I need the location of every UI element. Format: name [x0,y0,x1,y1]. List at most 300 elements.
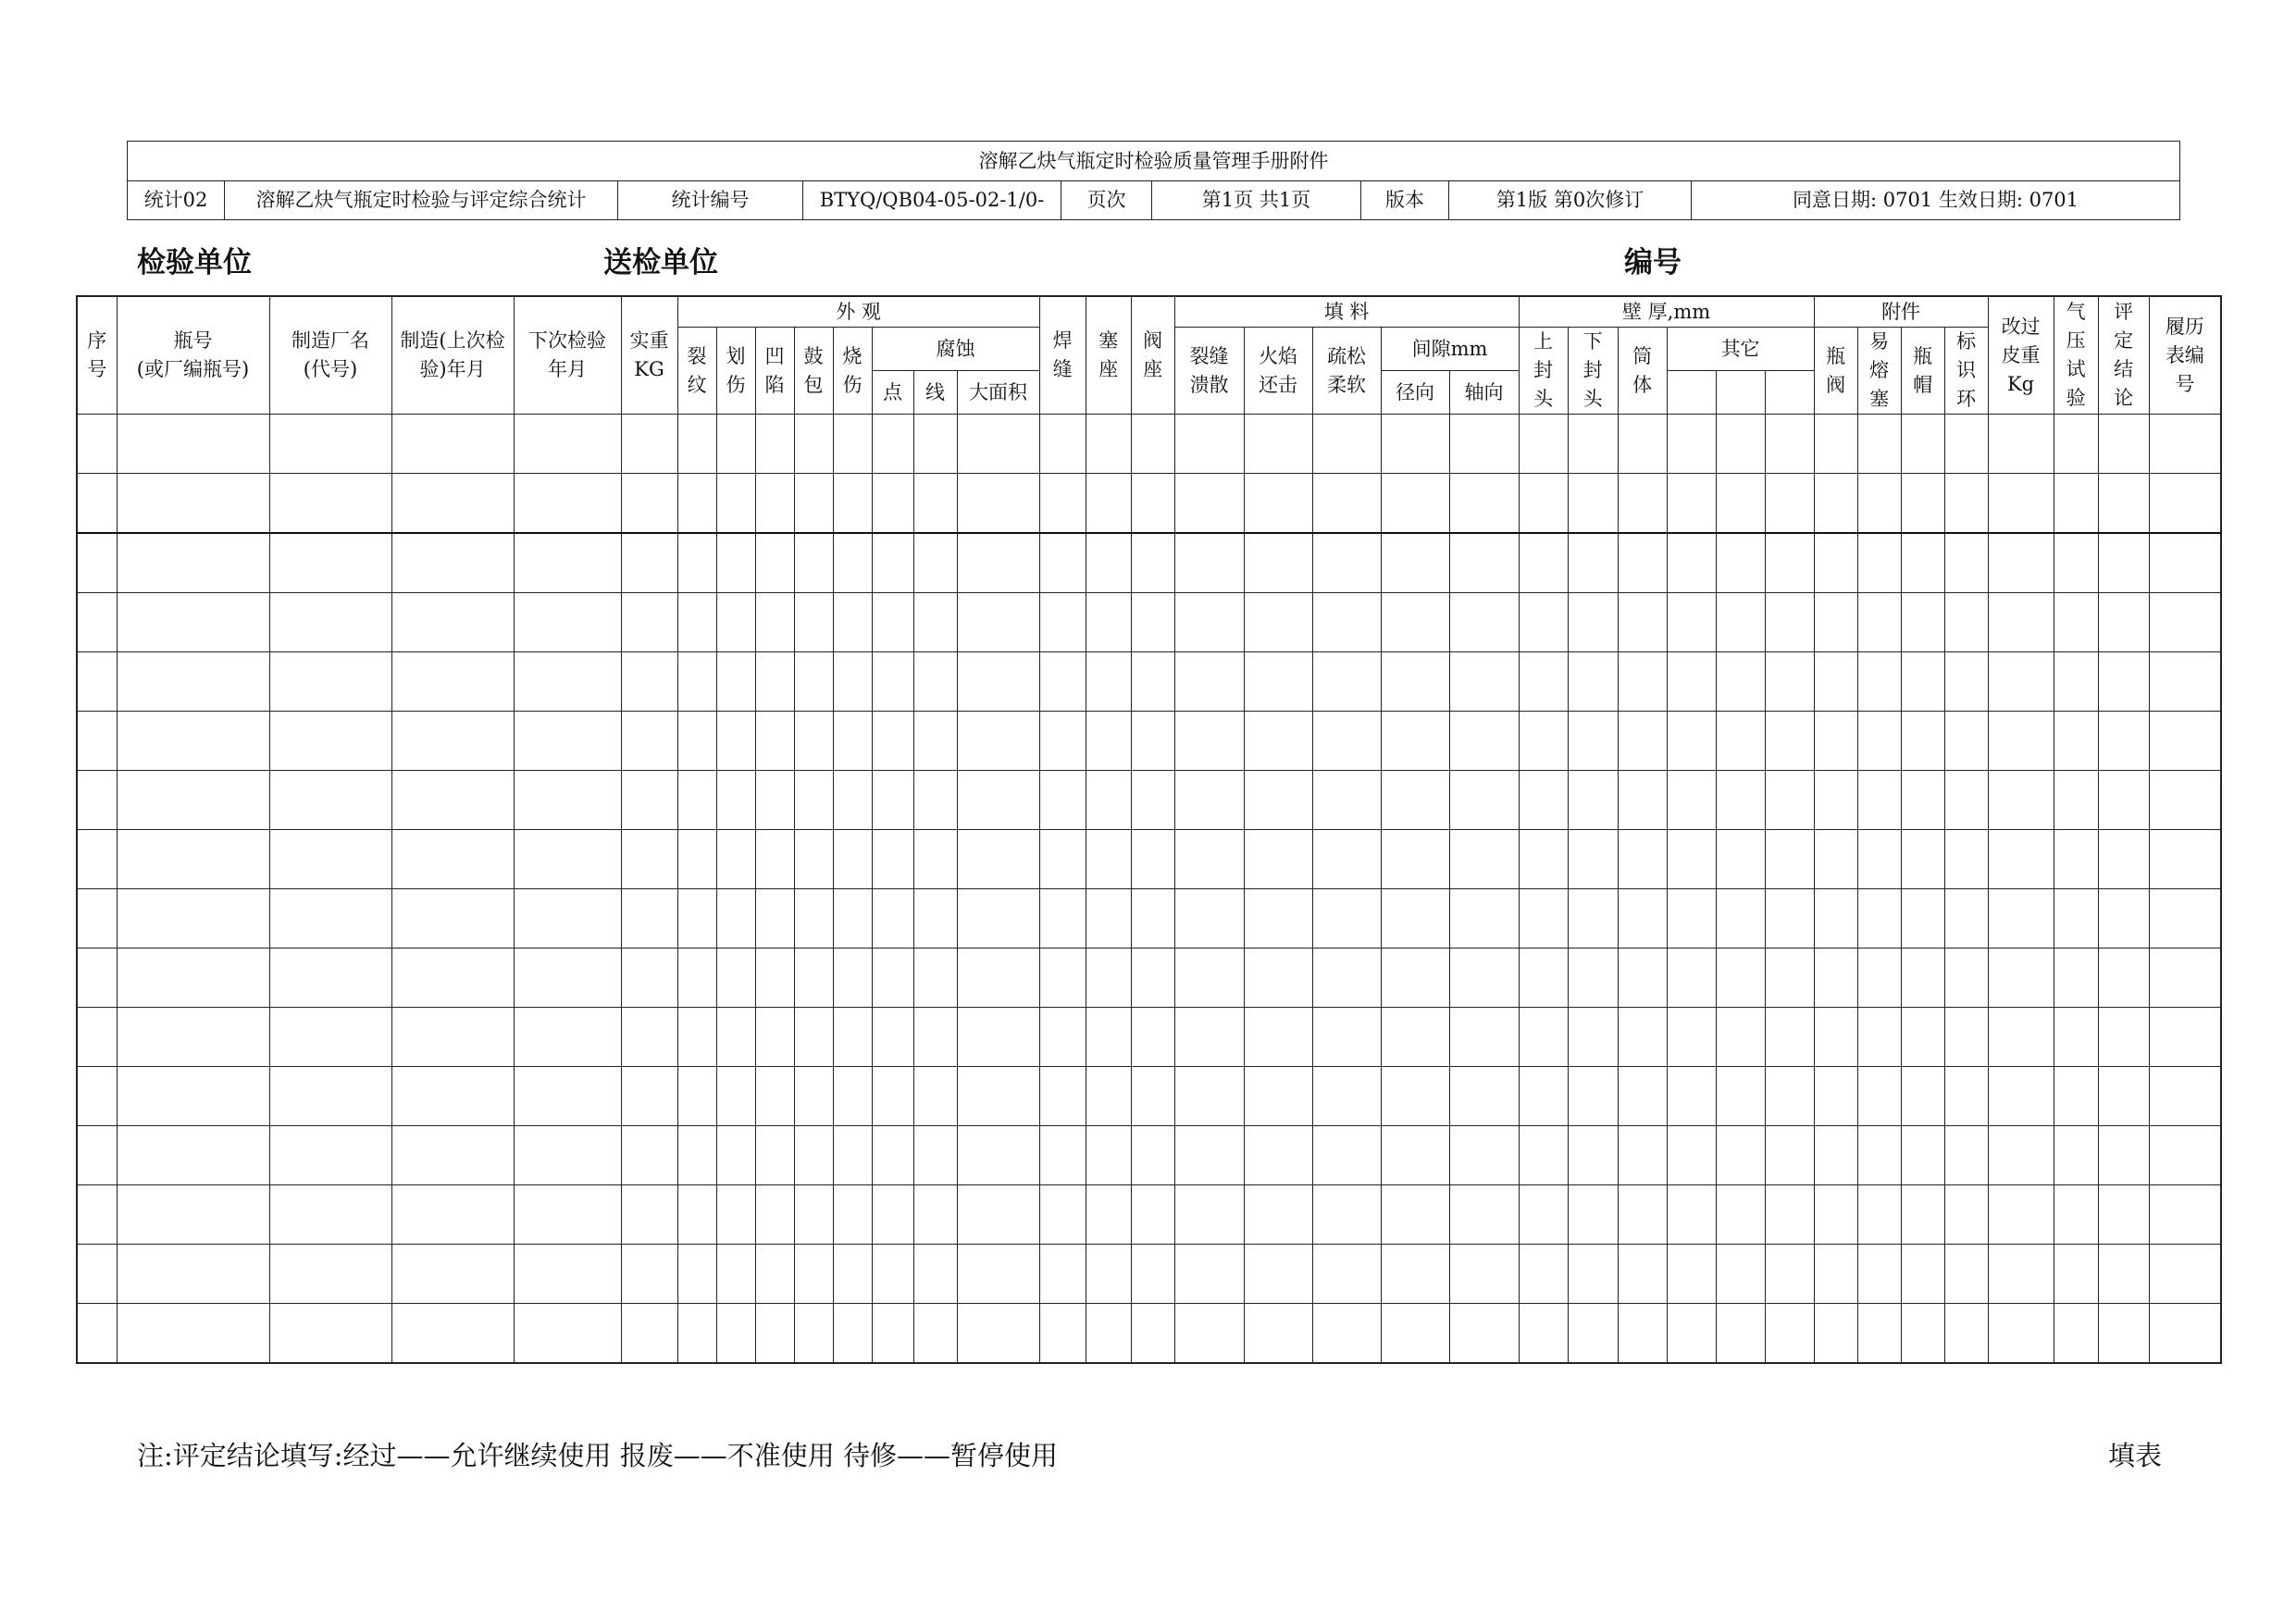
table-cell[interactable] [957,533,1039,593]
table-cell[interactable] [1618,889,1667,948]
table-cell[interactable] [1814,830,1857,889]
table-cell[interactable] [1381,1008,1449,1067]
table-cell[interactable] [1381,1067,1449,1126]
table-cell[interactable] [117,889,269,948]
table-cell[interactable] [1244,948,1312,1008]
table-cell[interactable] [913,415,957,474]
table-cell[interactable] [269,948,391,1008]
table-cell[interactable] [1381,415,1449,474]
table-cell[interactable] [77,712,117,771]
table-cell[interactable] [1901,830,1944,889]
table-cell[interactable] [1244,533,1312,593]
table-cell[interactable] [621,1185,677,1245]
table-cell[interactable] [1244,771,1312,830]
table-cell[interactable] [794,1008,833,1067]
table-cell[interactable] [833,1304,872,1364]
table-cell[interactable] [1716,474,1765,534]
table-cell[interactable] [1039,474,1086,534]
table-cell[interactable] [1988,889,2054,948]
table-cell[interactable] [1568,1304,1618,1364]
table-cell[interactable] [621,533,677,593]
table-cell[interactable] [1667,771,1716,830]
table-cell[interactable] [1765,1126,1814,1185]
table-cell[interactable] [1312,1304,1381,1364]
table-cell[interactable] [514,889,621,948]
table-cell[interactable] [913,593,957,652]
table-cell[interactable] [1814,652,1857,712]
table-cell[interactable] [1086,652,1131,712]
table-cell[interactable] [1857,1245,1901,1304]
table-cell[interactable] [1086,712,1131,771]
table-cell[interactable] [1568,771,1618,830]
table-cell[interactable] [391,1067,514,1126]
table-cell[interactable] [1519,415,1568,474]
table-cell[interactable] [1814,474,1857,534]
table-cell[interactable] [514,593,621,652]
table-cell[interactable] [1814,533,1857,593]
table-cell[interactable] [1312,474,1381,534]
table-cell[interactable] [794,948,833,1008]
table-cell[interactable] [514,1304,621,1364]
table-cell[interactable] [1716,593,1765,652]
table-cell[interactable] [514,1067,621,1126]
table-cell[interactable] [1667,889,1716,948]
table-cell[interactable] [1667,1185,1716,1245]
table-cell[interactable] [1131,1304,1174,1364]
table-cell[interactable] [1814,948,1857,1008]
table-cell[interactable] [1174,1185,1244,1245]
table-cell[interactable] [1519,474,1568,534]
table-cell[interactable] [2054,1067,2098,1126]
table-cell[interactable] [621,712,677,771]
table-cell[interactable] [2149,889,2221,948]
table-cell[interactable] [1381,889,1449,948]
table-cell[interactable] [1449,1185,1519,1245]
table-cell[interactable] [1944,1008,1988,1067]
table-cell[interactable] [1086,1185,1131,1245]
table-cell[interactable] [1765,1067,1814,1126]
table-cell[interactable] [2054,948,2098,1008]
table-cell[interactable] [391,712,514,771]
table-cell[interactable] [1131,474,1174,534]
table-cell[interactable] [1944,1126,1988,1185]
table-cell[interactable] [2149,533,2221,593]
table-cell[interactable] [2098,889,2149,948]
table-cell[interactable] [1519,712,1568,771]
table-cell[interactable] [1039,652,1086,712]
table-cell[interactable] [677,1304,716,1364]
table-cell[interactable] [1519,1304,1568,1364]
table-cell[interactable] [957,889,1039,948]
table-cell[interactable] [957,593,1039,652]
table-cell[interactable] [716,1304,755,1364]
table-cell[interactable] [716,415,755,474]
table-cell[interactable] [1857,771,1901,830]
table-cell[interactable] [269,1008,391,1067]
table-cell[interactable] [1244,1304,1312,1364]
table-cell[interactable] [1857,1126,1901,1185]
table-cell[interactable] [716,1185,755,1245]
table-cell[interactable] [621,1245,677,1304]
table-cell[interactable] [957,1245,1039,1304]
table-cell[interactable] [1039,1245,1086,1304]
table-cell[interactable] [1765,1185,1814,1245]
table-cell[interactable] [1381,1126,1449,1185]
table-cell[interactable] [716,1245,755,1304]
table-cell[interactable] [1901,593,1944,652]
table-cell[interactable] [957,415,1039,474]
table-cell[interactable] [913,889,957,948]
table-cell[interactable] [1765,712,1814,771]
table-cell[interactable] [1086,771,1131,830]
table-cell[interactable] [2054,1008,2098,1067]
table-cell[interactable] [2054,593,2098,652]
table-cell[interactable] [1568,1067,1618,1126]
table-cell[interactable] [1039,771,1086,830]
table-cell[interactable] [1814,593,1857,652]
table-cell[interactable] [1667,1067,1716,1126]
table-cell[interactable] [1944,593,1988,652]
table-cell[interactable] [117,415,269,474]
table-cell[interactable] [1086,415,1131,474]
table-cell[interactable] [1857,1185,1901,1245]
table-cell[interactable] [1519,889,1568,948]
table-cell[interactable] [794,593,833,652]
table-cell[interactable] [1716,652,1765,712]
table-cell[interactable] [77,889,117,948]
table-cell[interactable] [1765,415,1814,474]
table-cell[interactable] [1944,533,1988,593]
table-cell[interactable] [1039,1126,1086,1185]
table-cell[interactable] [117,771,269,830]
table-cell[interactable] [677,948,716,1008]
table-cell[interactable] [677,1008,716,1067]
table-cell[interactable] [1568,712,1618,771]
table-cell[interactable] [755,1126,794,1185]
table-cell[interactable] [2098,474,2149,534]
table-cell[interactable] [1765,1304,1814,1364]
table-cell[interactable] [1086,948,1131,1008]
table-cell[interactable] [1667,652,1716,712]
table-cell[interactable] [1449,593,1519,652]
table-cell[interactable] [621,593,677,652]
table-cell[interactable] [1449,533,1519,593]
table-cell[interactable] [391,948,514,1008]
table-cell[interactable] [794,1185,833,1245]
table-cell[interactable] [1449,889,1519,948]
table-cell[interactable] [514,948,621,1008]
table-cell[interactable] [1449,1008,1519,1067]
table-cell[interactable] [1814,1185,1857,1245]
table-cell[interactable] [833,1008,872,1067]
table-cell[interactable] [1667,1304,1716,1364]
table-cell[interactable] [872,474,913,534]
table-cell[interactable] [1716,415,1765,474]
table-cell[interactable] [794,830,833,889]
table-cell[interactable] [1857,593,1901,652]
table-cell[interactable] [391,1008,514,1067]
table-cell[interactable] [1244,474,1312,534]
table-cell[interactable] [1039,1304,1086,1364]
table-cell[interactable] [514,1008,621,1067]
table-cell[interactable] [677,533,716,593]
table-cell[interactable] [1618,474,1667,534]
table-cell[interactable] [1944,415,1988,474]
table-cell[interactable] [1568,948,1618,1008]
table-cell[interactable] [716,830,755,889]
table-cell[interactable] [677,1245,716,1304]
table-cell[interactable] [2054,474,2098,534]
table-cell[interactable] [716,652,755,712]
table-cell[interactable] [621,948,677,1008]
table-cell[interactable] [1449,652,1519,712]
table-cell[interactable] [1131,771,1174,830]
table-cell[interactable] [1901,1067,1944,1126]
table-cell[interactable] [833,415,872,474]
table-cell[interactable] [794,771,833,830]
table-cell[interactable] [1765,1008,1814,1067]
table-cell[interactable] [1667,533,1716,593]
table-cell[interactable] [1174,652,1244,712]
table-cell[interactable] [1519,1067,1568,1126]
table-cell[interactable] [2054,771,2098,830]
table-cell[interactable] [677,1126,716,1185]
table-cell[interactable] [1857,533,1901,593]
table-cell[interactable] [1312,1008,1381,1067]
table-cell[interactable] [1814,415,1857,474]
table-cell[interactable] [2098,593,2149,652]
table-cell[interactable] [872,652,913,712]
table-cell[interactable] [1449,712,1519,771]
table-cell[interactable] [872,415,913,474]
table-cell[interactable] [1944,830,1988,889]
table-cell[interactable] [1568,1008,1618,1067]
table-cell[interactable] [1174,830,1244,889]
table-cell[interactable] [77,1067,117,1126]
table-cell[interactable] [391,1185,514,1245]
table-cell[interactable] [755,533,794,593]
table-cell[interactable] [77,1185,117,1245]
table-cell[interactable] [1131,830,1174,889]
table-cell[interactable] [77,474,117,534]
table-cell[interactable] [1667,415,1716,474]
table-cell[interactable] [833,1185,872,1245]
table-cell[interactable] [1765,474,1814,534]
table-cell[interactable] [755,1185,794,1245]
table-cell[interactable] [1449,771,1519,830]
table-cell[interactable] [269,533,391,593]
table-cell[interactable] [1814,771,1857,830]
table-cell[interactable] [1814,1245,1857,1304]
table-cell[interactable] [1814,889,1857,948]
table-cell[interactable] [1086,1304,1131,1364]
table-cell[interactable] [1086,1126,1131,1185]
table-cell[interactable] [677,1067,716,1126]
table-cell[interactable] [1131,948,1174,1008]
table-cell[interactable] [2098,533,2149,593]
table-cell[interactable] [1988,474,2054,534]
table-cell[interactable] [833,830,872,889]
table-cell[interactable] [755,712,794,771]
table-cell[interactable] [2054,1126,2098,1185]
table-cell[interactable] [794,1067,833,1126]
table-cell[interactable] [117,830,269,889]
table-cell[interactable] [716,474,755,534]
table-cell[interactable] [1765,652,1814,712]
table-cell[interactable] [1312,830,1381,889]
table-cell[interactable] [514,1185,621,1245]
table-cell[interactable] [1174,889,1244,948]
table-cell[interactable] [269,1126,391,1185]
table-cell[interactable] [1716,830,1765,889]
table-cell[interactable] [1131,889,1174,948]
table-cell[interactable] [1765,830,1814,889]
table-cell[interactable] [1131,1008,1174,1067]
table-cell[interactable] [1716,771,1765,830]
table-cell[interactable] [677,771,716,830]
table-cell[interactable] [391,771,514,830]
table-cell[interactable] [1857,889,1901,948]
table-cell[interactable] [117,948,269,1008]
table-cell[interactable] [755,652,794,712]
table-cell[interactable] [872,830,913,889]
table-cell[interactable] [1086,889,1131,948]
table-cell[interactable] [957,1067,1039,1126]
table-cell[interactable] [913,1008,957,1067]
table-cell[interactable] [1944,1304,1988,1364]
table-cell[interactable] [1039,1067,1086,1126]
table-cell[interactable] [1174,771,1244,830]
table-cell[interactable] [957,652,1039,712]
table-cell[interactable] [872,889,913,948]
table-cell[interactable] [677,830,716,889]
table-cell[interactable] [1312,712,1381,771]
table-cell[interactable] [1667,474,1716,534]
table-cell[interactable] [957,771,1039,830]
table-cell[interactable] [1814,1008,1857,1067]
table-cell[interactable] [2098,771,2149,830]
table-cell[interactable] [1765,593,1814,652]
table-cell[interactable] [391,415,514,474]
table-cell[interactable] [1086,474,1131,534]
table-cell[interactable] [1716,1067,1765,1126]
table-cell[interactable] [1901,474,1944,534]
table-cell[interactable] [755,948,794,1008]
table-cell[interactable] [794,1245,833,1304]
table-cell[interactable] [1618,1185,1667,1245]
table-cell[interactable] [957,830,1039,889]
table-cell[interactable] [913,652,957,712]
table-cell[interactable] [1901,415,1944,474]
table-cell[interactable] [1901,1245,1944,1304]
table-cell[interactable] [2098,1245,2149,1304]
table-cell[interactable] [269,1245,391,1304]
table-cell[interactable] [957,1185,1039,1245]
table-cell[interactable] [1944,474,1988,534]
table-cell[interactable] [1381,474,1449,534]
table-cell[interactable] [1667,1126,1716,1185]
table-cell[interactable] [2149,1008,2221,1067]
table-cell[interactable] [1857,948,1901,1008]
table-cell[interactable] [269,474,391,534]
table-cell[interactable] [677,889,716,948]
table-cell[interactable] [677,593,716,652]
table-cell[interactable] [1901,533,1944,593]
table-cell[interactable] [1618,830,1667,889]
table-cell[interactable] [755,1304,794,1364]
table-cell[interactable] [2054,889,2098,948]
table-cell[interactable] [1086,830,1131,889]
table-cell[interactable] [1667,830,1716,889]
table-cell[interactable] [2149,948,2221,1008]
table-cell[interactable] [794,474,833,534]
table-cell[interactable] [1765,889,1814,948]
table-cell[interactable] [2149,1126,2221,1185]
table-cell[interactable] [1988,1185,2054,1245]
table-cell[interactable] [1857,1008,1901,1067]
table-cell[interactable] [794,652,833,712]
table-cell[interactable] [1944,652,1988,712]
table-cell[interactable] [77,771,117,830]
table-cell[interactable] [77,830,117,889]
table-cell[interactable] [1618,1304,1667,1364]
table-cell[interactable] [1765,948,1814,1008]
table-cell[interactable] [755,1008,794,1067]
table-cell[interactable] [755,474,794,534]
table-cell[interactable] [269,1185,391,1245]
table-cell[interactable] [391,889,514,948]
table-cell[interactable] [677,652,716,712]
table-cell[interactable] [1244,1245,1312,1304]
table-cell[interactable] [957,1008,1039,1067]
table-cell[interactable] [1901,1008,1944,1067]
table-cell[interactable] [1312,415,1381,474]
table-cell[interactable] [1039,593,1086,652]
table-cell[interactable] [1381,948,1449,1008]
table-cell[interactable] [1716,1245,1765,1304]
table-cell[interactable] [1244,415,1312,474]
table-cell[interactable] [2149,830,2221,889]
table-cell[interactable] [1988,415,2054,474]
table-cell[interactable] [1174,1067,1244,1126]
table-cell[interactable] [1716,1185,1765,1245]
table-cell[interactable] [872,771,913,830]
table-cell[interactable] [1131,593,1174,652]
table-cell[interactable] [755,889,794,948]
table-cell[interactable] [2098,830,2149,889]
table-cell[interactable] [833,533,872,593]
table-cell[interactable] [621,889,677,948]
table-cell[interactable] [1901,771,1944,830]
table-cell[interactable] [1519,593,1568,652]
table-cell[interactable] [1039,889,1086,948]
table-cell[interactable] [1568,652,1618,712]
table-cell[interactable] [716,712,755,771]
table-cell[interactable] [2098,415,2149,474]
table-cell[interactable] [1618,593,1667,652]
table-cell[interactable] [872,948,913,1008]
table-cell[interactable] [1174,533,1244,593]
table-cell[interactable] [1131,1185,1174,1245]
table-cell[interactable] [755,415,794,474]
table-cell[interactable] [621,1126,677,1185]
table-cell[interactable] [1716,712,1765,771]
table-cell[interactable] [1244,830,1312,889]
table-cell[interactable] [514,830,621,889]
table-cell[interactable] [514,652,621,712]
table-cell[interactable] [1039,712,1086,771]
table-cell[interactable] [2098,652,2149,712]
